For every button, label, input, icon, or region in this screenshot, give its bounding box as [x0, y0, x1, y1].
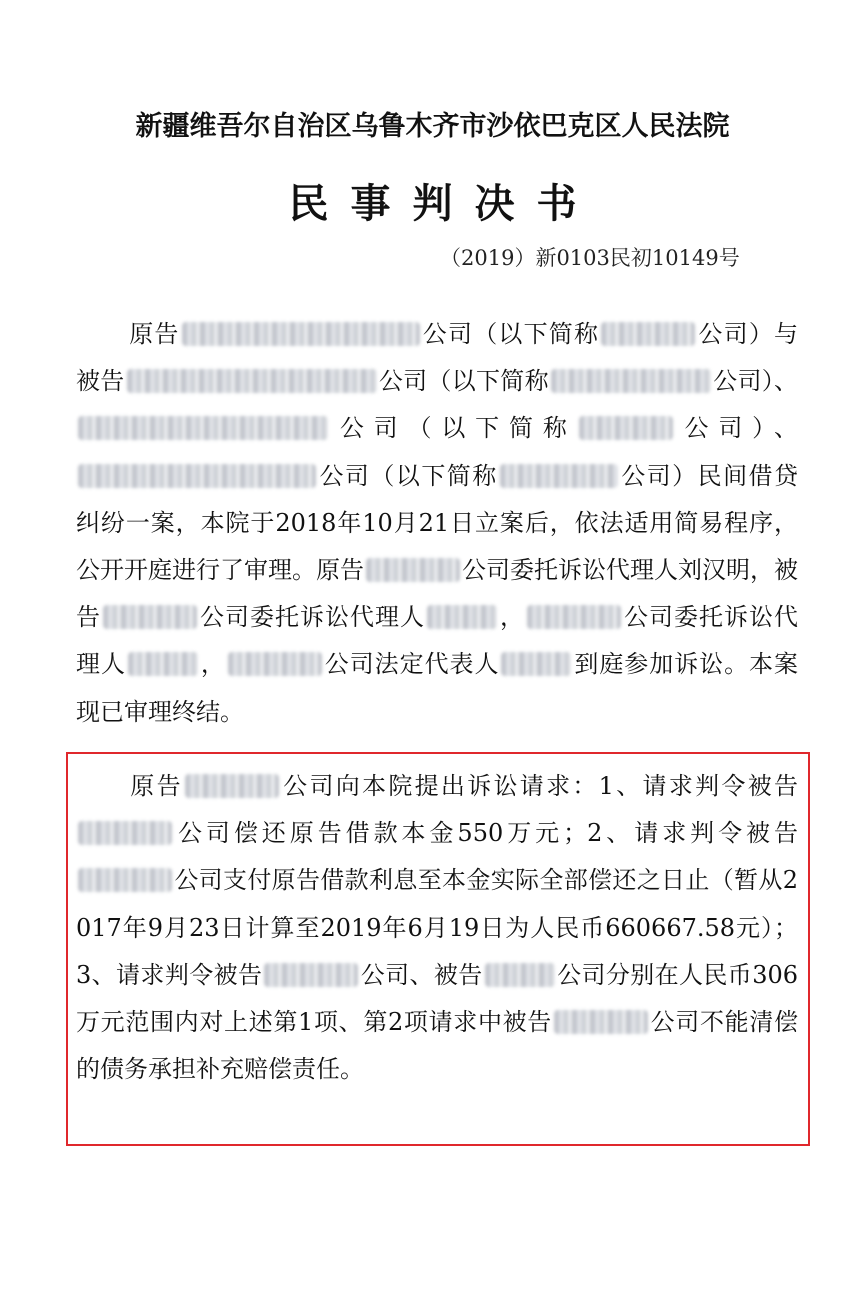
redacted-name [182, 322, 420, 346]
text-segment: 公司（以下简称 [330, 414, 577, 443]
text-segment: 公司）、 [674, 414, 799, 443]
redacted-name [485, 963, 555, 987]
redacted-name [78, 416, 328, 440]
redacted-name [551, 369, 711, 393]
text-segment: 公司向本院提出诉讼请求：1、请求判令被告 [280, 772, 799, 800]
redacted-name [366, 558, 460, 582]
redacted-name [579, 416, 673, 440]
text-segment: 公司支付原告借款利息至本金实际全部偿还之日止（暂从2017年9月23日计算至2019年6月19日为人民币660667.58元）；3、请求判令被告 [76, 866, 798, 989]
paragraph-parties [76, 311, 798, 736]
redacted-name [264, 963, 358, 987]
redacted-name [78, 464, 316, 488]
text-segment: 到庭参加诉讼。本案现已审理终结。 [76, 650, 799, 726]
document-title: 民事判决书 [288, 181, 599, 227]
redacted-name [501, 652, 571, 676]
redacted-name [500, 464, 618, 488]
text-segment: 公司）与被告 [76, 320, 799, 396]
redacted-name [554, 1010, 648, 1034]
text-segment: 公司不能清偿的债务承担补充赔偿责任。 [76, 1008, 798, 1084]
paragraph-claims [76, 763, 798, 1093]
text-segment: 原告 [128, 772, 183, 800]
text-segment: ， [199, 650, 226, 679]
redacted-name [427, 605, 497, 629]
text-segment: 原告 [128, 320, 180, 348]
text-segment: ， [499, 603, 525, 632]
redacted-name [185, 774, 279, 798]
redacted-name [127, 369, 377, 393]
text-segment: 公司分别在人民币306万元范围内对上述第1项、第2项请求中被告 [76, 960, 798, 1037]
text-segment: 公司）民间借贷纠纷一案，本院于2018年10月21日立案后，依法适用简易程序，公开开庭进行了审理。原告 [76, 461, 799, 585]
text-segment: 公司（以下简称 [378, 367, 549, 396]
text-segment: 公司委托诉讼代理人 [199, 603, 425, 632]
redacted-name [103, 605, 197, 629]
court-name: 新疆维吾尔自治区乌鲁木齐市沙依巴克区人民法院 [135, 111, 730, 142]
redacted-name [78, 821, 172, 845]
text-segment: 公司（以下简称 [421, 320, 600, 348]
redacted-name [228, 652, 322, 676]
redacted-name [128, 652, 198, 676]
case-number: （2019）新0103民初10149号 [440, 246, 740, 270]
redacted-name [78, 868, 172, 892]
redacted-name [601, 322, 695, 346]
text-segment: 公司偿还原告借款本金550万元；2、请求判令被告 [174, 819, 798, 848]
text-segment: 公司、被告 [360, 960, 483, 989]
text-segment: 公司）、 [712, 367, 799, 396]
text-segment: 公司法定代表人 [323, 650, 500, 679]
text-segment: 公司委托诉讼代理人刘汉明，被告 [76, 556, 798, 632]
text-segment: 公司委托诉讼代理人 [76, 603, 798, 679]
text-segment: 公司（以下简称 [318, 461, 498, 490]
redacted-name [527, 605, 621, 629]
